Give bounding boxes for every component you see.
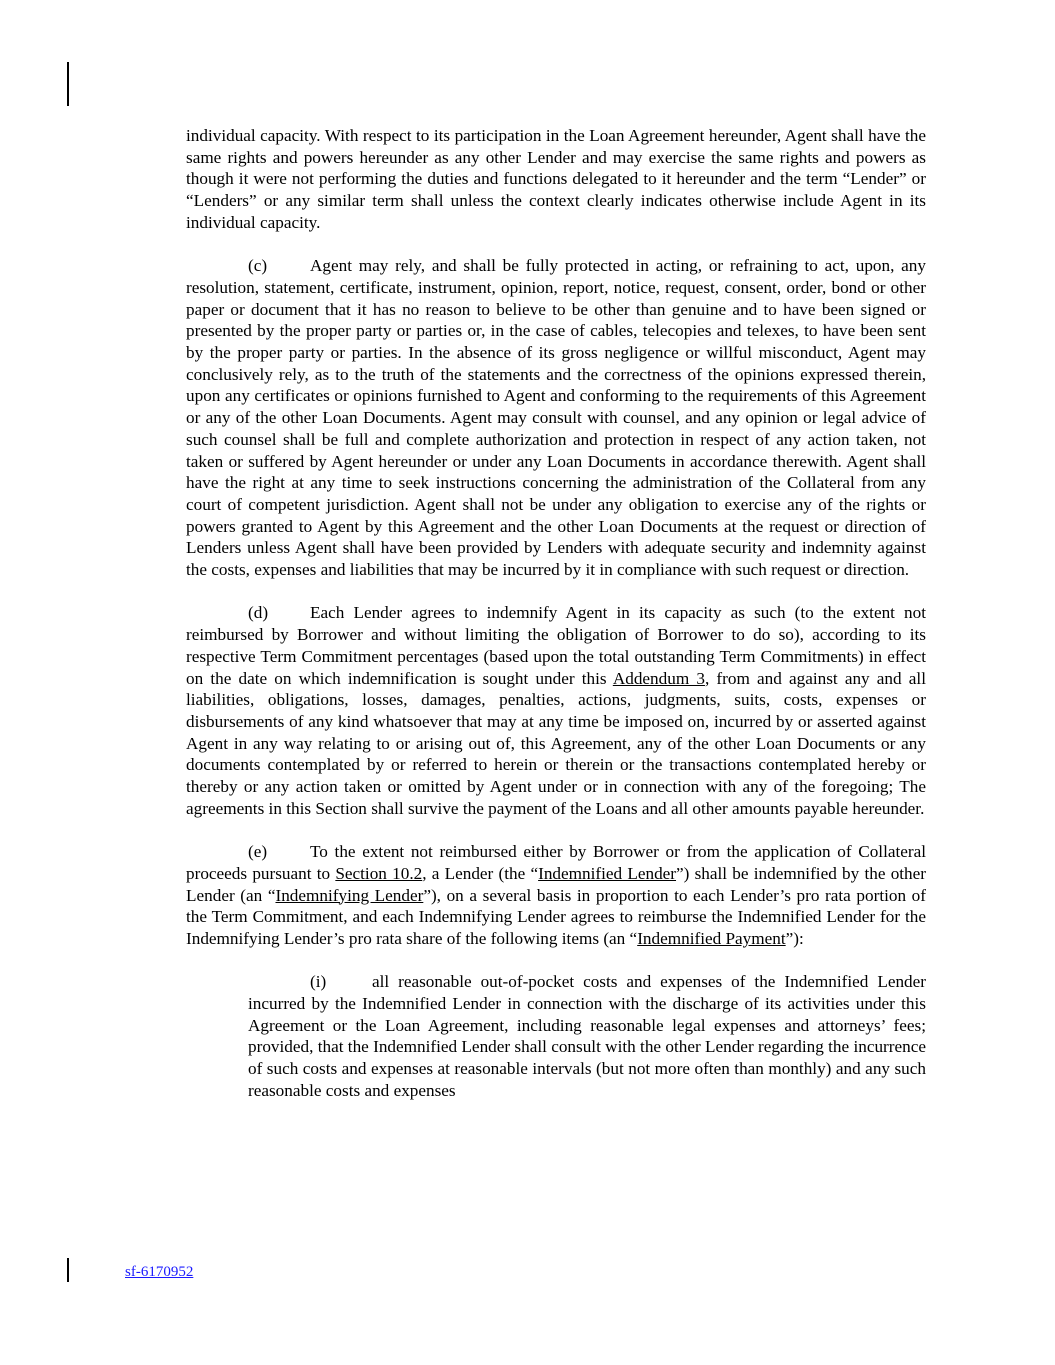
- indemnifying-lender-term: Indemnifying Lender: [275, 885, 424, 905]
- paragraph-e-label: (e): [248, 842, 268, 862]
- indemnified-lender-term: Indemnified Lender: [538, 863, 677, 883]
- paragraph-e-text: To the extent not reimbursed either by Borrower or from the application of Collateral proceeds pursuant to: [186, 842, 926, 883]
- paragraph-e-text-3: ”) shall be indemnified by the other Lender (an “: [186, 863, 927, 905]
- revision-change-bar-top: [67, 62, 69, 106]
- paragraph-e-text-5: ”):: [785, 928, 804, 948]
- paragraph-d-label: (d): [248, 603, 269, 623]
- subparagraph-i: [248, 971, 926, 1101]
- addendum-3-reference: Addendum 3: [612, 668, 705, 688]
- subparagraph-i-label: (i): [310, 972, 327, 992]
- revision-change-bar-bottom: [67, 1258, 69, 1282]
- section-10-2-reference: Section 10.2: [335, 863, 423, 883]
- paragraph-e-text-4: ”), on a several basis in proportion to each Lender’s pro rata portion of the Term Commitment, and each Indemnifying Lender agrees to reimburse the Indemnified Lender for the Indemnifying Lender’s pro rata share of the following items (an “: [186, 885, 927, 948]
- paragraph-e: [186, 841, 926, 950]
- paragraph-c: [186, 255, 926, 581]
- paragraph-c-text: Agent may rely, and shall be fully protected in acting, or refraining to act, upon, any resolution, statement, certificate, instrument, opinion, report, notice, request, consent, order, bond or other paper or document that it has no reason to believe to be other than genuine and to have been signed or presented by the proper party or parties or, in the case of cables, telecopies and telexes, to have been sent by the proper party or parties. In the absence of its gross negligence or willful misconduct, Agent may conclusively rely, as to the truth of the statements and the correctness of the opinions expressed therein, upon any certificates or opinions furnished to Agent and conforming to the requirements of this Agreement or any of the other Loan Documents. Agent may consult with counsel, and any opinion or legal advice of such counsel shall be full and complete authorization and protection in respect of any action taken, not taken or suffered by Agent hereunder or under any Loan Documents in accordance therewith. Agent shall have the right at any time to seek instructions concerning the administration of the Collateral from any court of competent jurisdiction. Agent shall not be under any obligation to exercise any of the rights or powers granted to Agent by this Agreement and the other Loan Documents at the request or direction of Lenders unless Agent shall have been provided by Lenders with adequate security and indemnity against the costs, expenses and liabilities that may be incurred by it in compliance with such request or direction.: [186, 256, 926, 580]
- subparagraph-i-text: all reasonable out-of-pocket costs and expenses of the Indemnified Lender incurred by the Indemnified Lender in connection with the discharge of its activities under this Agreement or the Loan Agreement, including reasonable legal expenses and attorneys’ fees; provided, that the Indemnified Lender shall consult with the other Lender regarding the incurrence of such costs and expenses at reasonable intervals (but not more often than monthly) and any such reasonable costs and expenses: [248, 972, 926, 1100]
- paragraph-d-text: Each Lender agrees to indemnify Agent in its capacity as such (to the extent not reimbursed by Borrower and without limiting the obligation of Borrower to do so), according to its respective Term Commitment percentages (based upon the total outstanding Term Commitments) in effect on the date on which indemnification is sought under this: [186, 603, 926, 688]
- paragraph-d-text-cont: , from and against any and all liabilities, obligations, losses, damages, penalties, actions, judgments, suits, costs, expenses or disbursements of any kind whatsoever that may at any time be imposed on, incurred by or asserted against Agent in any way relating to or arising out of, this Agreement, any of the other Loan Documents or any documents contemplated by or referred to herein or therein or the transactions contemplated hereby or thereby or any action taken or omitted by Agent under or in connection with any of the foregoing; The agreements in this Section shall survive the payment of the Loans and all other amounts payable hereunder.: [186, 668, 926, 818]
- paragraph-d: [186, 602, 926, 819]
- indemnified-payment-term: Indemnified Payment: [637, 928, 786, 948]
- paragraph-b-continuation: individual capacity. With respect to its participation in the Loan Agreement hereunder, Agent shall have the same rights and powers hereunder as any other Lender and may exercise the same rights and powers as though it were not performing the duties and functions delegated to it hereunder and the term “Lender” or “Lenders” or any similar term shall unless the context clearly indicates otherwise include Agent in its individual capacity.: [186, 126, 926, 232]
- paragraph-c-label: (c): [248, 256, 268, 276]
- document-id-link[interactable]: sf-6170952: [125, 1264, 194, 1280]
- document-body: [186, 125, 926, 1123]
- paragraph-e-text-2: , a Lender (the “: [422, 863, 539, 883]
